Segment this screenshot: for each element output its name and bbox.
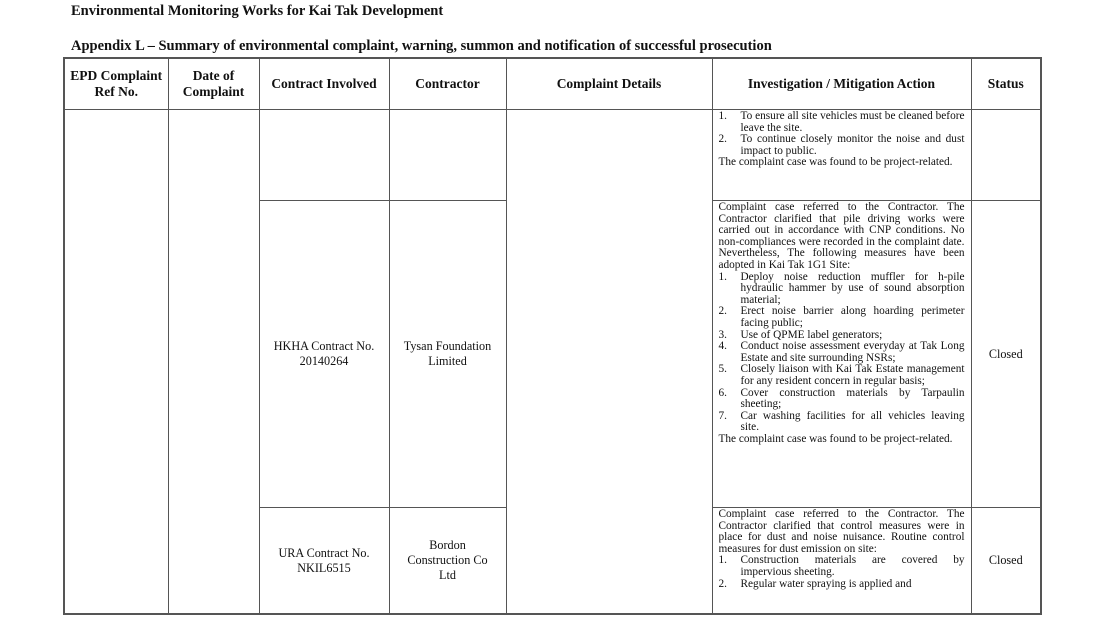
contractor-cell: Tysan Foundation Limited — [389, 201, 506, 508]
measure-item: 4. Conduct noise assessment everyday at Tak Long Estate and site surrounding NSRs; — [718, 340, 965, 364]
measure-item: 5. Closely liaison with Kai Tak Estate management for any resident concern in regular basis; — [718, 363, 965, 387]
date-cell — [168, 110, 259, 615]
contract-cell: URA Contract No. NKIL6515 — [259, 508, 389, 615]
header-row — [64, 58, 1041, 110]
measure-item: 1. To ensure all site vehicles must be cleaned before leave the site. — [718, 110, 965, 134]
status-cell: Closed — [971, 508, 1041, 615]
header-contract: Contract Involved — [259, 58, 389, 110]
measure-item: 2. To continue closely monitor the noise and dust impact to public. — [718, 133, 965, 157]
measure-item: 6. Cover construction materials by Tarpaulin sheeting; — [718, 386, 965, 411]
header-contractor: Contractor — [389, 58, 506, 110]
complaint-summary-table — [63, 57, 1042, 615]
header-date: Date of Complaint — [168, 58, 259, 110]
contract-cell: HKHA Contract No. 20140264 — [259, 201, 389, 508]
investigation-cell — [712, 508, 971, 615]
ref-no-cell — [64, 110, 168, 615]
conclusion-text: The complaint case was found to be project-related. — [718, 432, 953, 445]
measure-item: 7. Car washing facilities for all vehicles leaving site. — [718, 409, 965, 434]
header-status: Status — [971, 58, 1041, 110]
measure-item: 1. Construction materials are covered by impervious sheeting. — [718, 554, 965, 578]
investigation-cell — [712, 201, 971, 508]
header-details: Complaint Details — [506, 58, 712, 110]
measure-item: 1. Deploy noise reduction muffler for h-pile hydraulic hammer by use of sound absorption material; — [718, 270, 965, 306]
intro-text: Complaint case referred to the Contractor. The Contractor clarified that control measures were in place for dust and noise nuisance. Routine control measures for dust emission on site: — [718, 509, 965, 555]
header-investigation: Investigation / Mitigation Action — [712, 58, 971, 110]
status-cell — [971, 110, 1041, 201]
conclusion-text: The complaint case was found to be project-related. — [718, 156, 953, 169]
measure-item: 2. Regular water spraying is applied and — [718, 577, 912, 590]
details-cell — [506, 110, 712, 615]
measure-item: 2. Erect noise barrier along hoarding perimeter facing public; — [718, 305, 965, 329]
header-ref-no: EPD Complaint Ref No. — [64, 58, 168, 110]
intro-text: Complaint case referred to the Contractor. The Contractor clarified that pile driving works were carried out in accordance with CNP conditions. No non-compliances were recorded in the complaint date. Nevertheless, The following measures have been adopted in Kai Tak 1G1 Site: — [718, 201, 965, 271]
measures-list — [719, 272, 965, 434]
measure-item: 3. Use of QPME label generators; — [718, 328, 883, 341]
measures-list — [719, 555, 965, 590]
document-title: Environmental Monitoring Works for Kai Tak Development — [71, 3, 444, 19]
contractor-cell — [389, 110, 506, 201]
investigation-cell — [712, 110, 971, 201]
appendix-subtitle: Appendix L – Summary of environmental complaint, warning, summon and notification of successful prosecution — [71, 38, 772, 54]
measures-list — [719, 111, 965, 157]
contractor-cell: Bordon Construction Co Ltd — [389, 508, 506, 615]
contract-cell — [259, 110, 389, 201]
status-cell: Closed — [971, 201, 1041, 508]
table-row — [64, 110, 1041, 201]
